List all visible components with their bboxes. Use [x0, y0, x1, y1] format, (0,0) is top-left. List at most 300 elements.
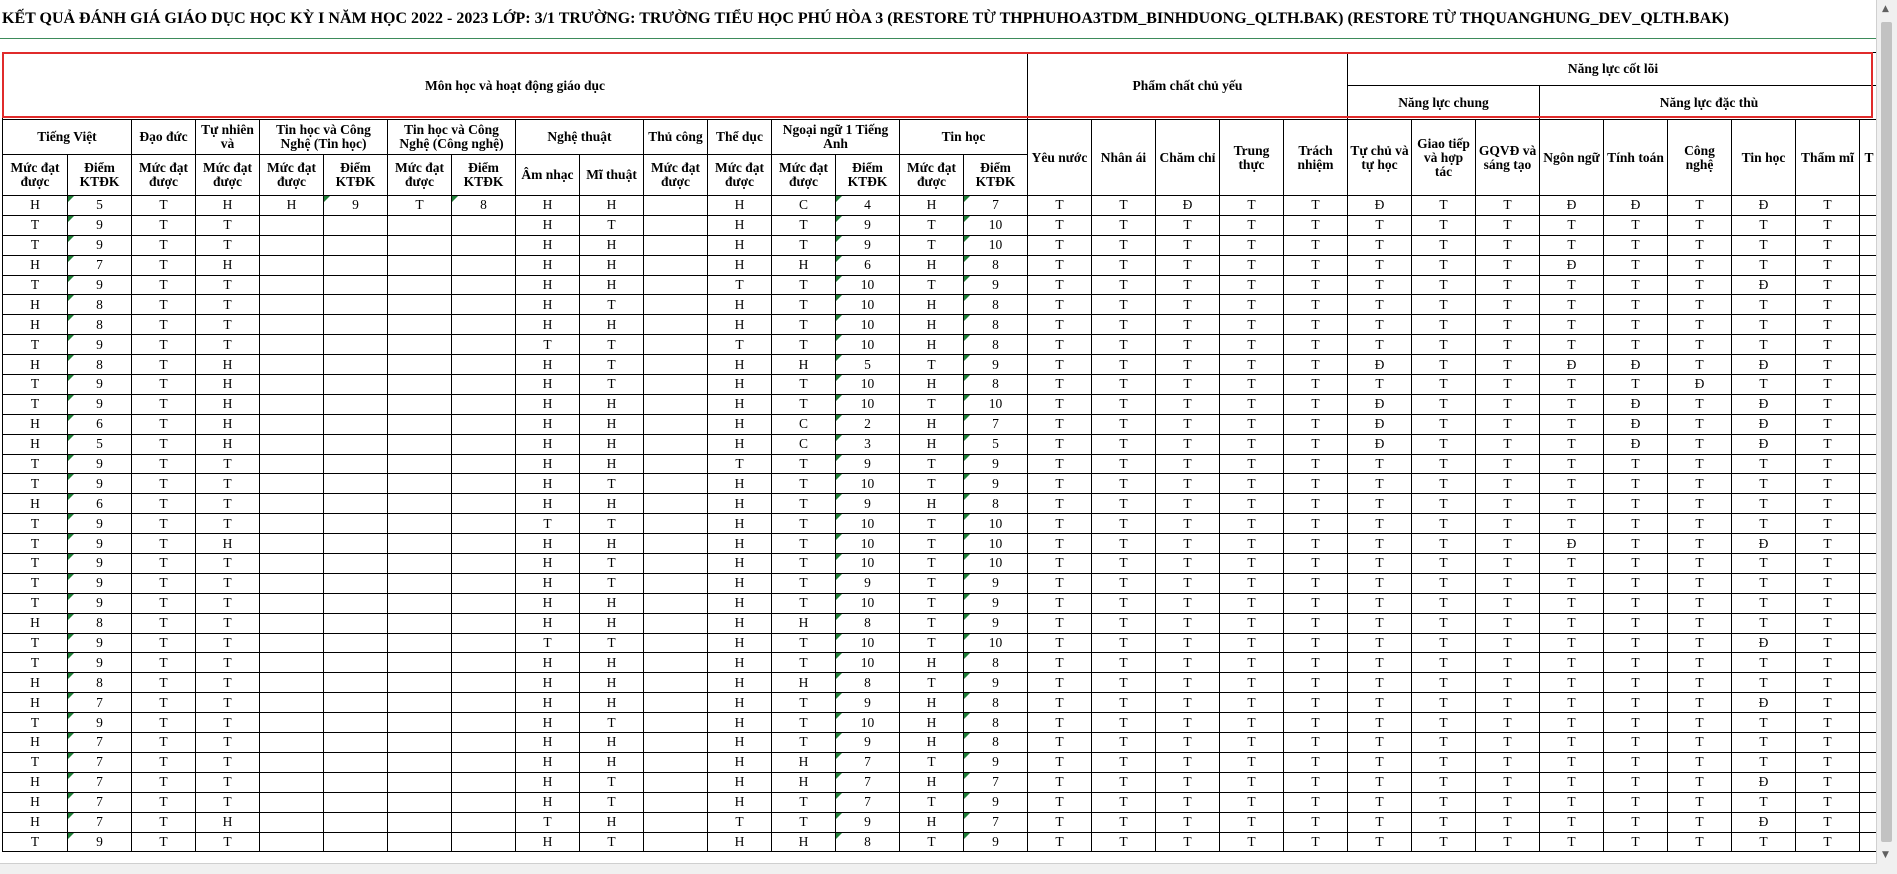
cell[interactable]: T — [1476, 812, 1540, 832]
cell[interactable] — [644, 196, 708, 216]
cell[interactable]: T — [1796, 752, 1860, 772]
cell[interactable]: T — [1028, 613, 1092, 633]
cell[interactable]: 9 — [836, 812, 900, 832]
cell[interactable]: H — [196, 434, 260, 454]
cell[interactable]: T — [1476, 414, 1540, 434]
cell[interactable]: T — [1348, 375, 1412, 395]
cell[interactable]: Đ — [1732, 355, 1796, 375]
cell[interactable]: T — [1092, 733, 1156, 753]
cell[interactable]: T — [1092, 593, 1156, 613]
cell[interactable]: H — [3, 673, 68, 693]
cell[interactable]: Đ — [1732, 772, 1796, 792]
cell[interactable] — [644, 394, 708, 414]
cell[interactable] — [644, 593, 708, 613]
cell[interactable]: T — [132, 653, 196, 673]
cell[interactable]: T — [1348, 792, 1412, 812]
cell[interactable]: T — [1156, 593, 1220, 613]
cell[interactable]: H — [708, 394, 772, 414]
cell[interactable]: T — [196, 673, 260, 693]
cell[interactable] — [452, 673, 516, 693]
cell[interactable]: T — [1796, 275, 1860, 295]
cell[interactable]: T — [1412, 832, 1476, 852]
cell[interactable]: T — [196, 474, 260, 494]
cell[interactable]: T — [1412, 752, 1476, 772]
cell[interactable]: T — [772, 713, 836, 733]
cell[interactable]: T — [1476, 215, 1540, 235]
cell[interactable] — [644, 355, 708, 375]
cell[interactable]: 10 — [836, 474, 900, 494]
cell[interactable]: T — [1796, 315, 1860, 335]
cell[interactable]: T — [1732, 335, 1796, 355]
cell[interactable]: T — [1796, 673, 1860, 693]
cell[interactable]: T — [1156, 335, 1220, 355]
cell[interactable]: T — [516, 633, 580, 653]
cell[interactable]: T — [3, 514, 68, 534]
cell[interactable]: T — [1796, 593, 1860, 613]
cell[interactable]: H — [3, 792, 68, 812]
cell[interactable]: T — [1220, 355, 1284, 375]
cell[interactable]: Đ — [1732, 812, 1796, 832]
cell[interactable]: H — [580, 653, 644, 673]
cell[interactable]: H — [516, 832, 580, 852]
cell[interactable]: T — [132, 812, 196, 832]
cell[interactable]: H — [900, 653, 964, 673]
cell[interactable]: T — [1412, 494, 1476, 514]
cell[interactable]: T — [1604, 693, 1668, 713]
cell[interactable]: 8 — [964, 653, 1028, 673]
cell[interactable] — [388, 832, 452, 852]
cell[interactable]: T — [132, 772, 196, 792]
cell[interactable] — [260, 733, 324, 753]
cell[interactable] — [452, 613, 516, 633]
cell[interactable]: T — [1476, 315, 1540, 335]
cell[interactable]: T — [1092, 454, 1156, 474]
cell[interactable]: 4 — [836, 196, 900, 216]
cell[interactable]: T — [1668, 255, 1732, 275]
cell[interactable]: T — [580, 772, 644, 792]
cell[interactable]: T — [1668, 752, 1732, 772]
cell[interactable]: T — [132, 832, 196, 852]
cell[interactable]: H — [772, 673, 836, 693]
cell[interactable]: 6 — [68, 414, 132, 434]
cell[interactable] — [644, 812, 708, 832]
cell[interactable] — [452, 772, 516, 792]
cell[interactable]: T — [1028, 812, 1092, 832]
cell[interactable]: T — [196, 554, 260, 574]
cell[interactable]: H — [516, 772, 580, 792]
cell[interactable]: T — [1668, 792, 1732, 812]
cell[interactable]: T — [1092, 295, 1156, 315]
cell[interactable]: T — [132, 196, 196, 216]
cell[interactable]: T — [1412, 534, 1476, 554]
cell[interactable] — [452, 215, 516, 235]
cell[interactable]: 9 — [836, 494, 900, 514]
cell[interactable]: T — [1348, 255, 1412, 275]
cell[interactable] — [452, 434, 516, 454]
cell[interactable]: T — [132, 752, 196, 772]
cell[interactable]: 8 — [964, 494, 1028, 514]
cell[interactable] — [260, 673, 324, 693]
cell[interactable] — [452, 355, 516, 375]
cell[interactable]: Đ — [1348, 434, 1412, 454]
cell[interactable] — [388, 613, 452, 633]
cell[interactable] — [324, 295, 388, 315]
cell[interactable]: 9 — [68, 215, 132, 235]
cell[interactable]: 10 — [964, 215, 1028, 235]
cell[interactable]: T — [1668, 355, 1732, 375]
cell[interactable]: T — [1476, 832, 1540, 852]
cell[interactable]: T — [1092, 375, 1156, 395]
cell[interactable]: T — [1412, 474, 1476, 494]
cell[interactable]: 8 — [836, 673, 900, 693]
cell[interactable]: T — [1220, 474, 1284, 494]
cell[interactable]: T — [1732, 215, 1796, 235]
cell[interactable]: H — [516, 653, 580, 673]
cell[interactable]: H — [708, 733, 772, 753]
cell[interactable]: T — [1476, 335, 1540, 355]
cell[interactable]: T — [1220, 693, 1284, 713]
cell[interactable]: H — [900, 375, 964, 395]
cell[interactable]: T — [708, 275, 772, 295]
cell[interactable]: T — [1156, 653, 1220, 673]
cell[interactable]: T — [1540, 335, 1604, 355]
cell[interactable]: H — [580, 534, 644, 554]
cell[interactable]: T — [1348, 673, 1412, 693]
cell[interactable]: T — [1220, 653, 1284, 673]
cell[interactable] — [452, 633, 516, 653]
cell[interactable]: T — [1412, 394, 1476, 414]
cell[interactable]: T — [132, 355, 196, 375]
cell[interactable]: T — [3, 832, 68, 852]
cell[interactable]: 9 — [964, 613, 1028, 633]
cell[interactable]: T — [1668, 235, 1732, 255]
cell[interactable]: 9 — [68, 633, 132, 653]
cell[interactable]: T — [1092, 275, 1156, 295]
cell[interactable]: T — [1412, 772, 1476, 792]
cell[interactable]: T — [900, 752, 964, 772]
cell[interactable]: 7 — [68, 812, 132, 832]
cell[interactable]: T — [132, 633, 196, 653]
cell[interactable]: T — [1284, 792, 1348, 812]
cell[interactable]: T — [772, 315, 836, 335]
cell[interactable]: T — [1476, 573, 1540, 593]
cell[interactable]: T — [1028, 355, 1092, 375]
cell[interactable]: T — [900, 454, 964, 474]
cell[interactable]: H — [516, 474, 580, 494]
cell[interactable] — [260, 454, 324, 474]
cell[interactable]: T — [1028, 633, 1092, 653]
cell[interactable]: T — [1284, 534, 1348, 554]
cell[interactable]: T — [196, 275, 260, 295]
cell[interactable] — [388, 573, 452, 593]
cell[interactable]: T — [1220, 255, 1284, 275]
cell[interactable]: T — [1412, 633, 1476, 653]
cell[interactable]: T — [1092, 713, 1156, 733]
cell[interactable]: T — [900, 554, 964, 574]
cell[interactable]: T — [1796, 733, 1860, 753]
cell[interactable]: T — [1668, 196, 1732, 216]
cell[interactable]: H — [196, 255, 260, 275]
cell[interactable]: T — [132, 613, 196, 633]
cell[interactable]: T — [1732, 653, 1796, 673]
cell[interactable]: T — [1348, 633, 1412, 653]
cell[interactable]: T — [1028, 593, 1092, 613]
cell[interactable]: T — [1156, 733, 1220, 753]
cell[interactable]: H — [516, 394, 580, 414]
cell[interactable] — [452, 554, 516, 574]
cell[interactable]: T — [1156, 355, 1220, 375]
cell[interactable]: T — [196, 792, 260, 812]
cell[interactable]: T — [900, 792, 964, 812]
cell[interactable]: 9 — [964, 474, 1028, 494]
cell[interactable]: T — [1540, 653, 1604, 673]
cell[interactable]: T — [1028, 335, 1092, 355]
cell[interactable]: T — [1796, 832, 1860, 852]
cell[interactable] — [388, 454, 452, 474]
cell[interactable] — [260, 355, 324, 375]
cell[interactable]: H — [3, 295, 68, 315]
cell[interactable]: T — [1284, 215, 1348, 235]
cell[interactable]: T — [1092, 772, 1156, 792]
cell[interactable]: T — [1092, 633, 1156, 653]
cell[interactable]: T — [516, 812, 580, 832]
cell[interactable]: 10 — [836, 375, 900, 395]
cell[interactable] — [260, 235, 324, 255]
cell[interactable] — [260, 534, 324, 554]
cell[interactable]: T — [196, 235, 260, 255]
cell[interactable]: H — [3, 414, 68, 434]
cell[interactable]: T — [1732, 832, 1796, 852]
cell[interactable]: T — [1412, 554, 1476, 574]
cell[interactable]: T — [196, 633, 260, 653]
cell[interactable]: T — [1668, 573, 1732, 593]
cell[interactable]: T — [1412, 812, 1476, 832]
cell[interactable]: T — [580, 633, 644, 653]
cell[interactable]: H — [900, 414, 964, 434]
cell[interactable]: 7 — [68, 733, 132, 753]
cell[interactable]: T — [1092, 315, 1156, 335]
cell[interactable] — [388, 295, 452, 315]
cell[interactable] — [452, 295, 516, 315]
cell[interactable]: T — [1028, 196, 1092, 216]
cell[interactable] — [388, 355, 452, 375]
cell[interactable]: T — [1156, 633, 1220, 653]
cell[interactable]: 8 — [836, 832, 900, 852]
cell[interactable]: T — [1092, 235, 1156, 255]
cell[interactable]: T — [132, 434, 196, 454]
cell[interactable]: H — [708, 434, 772, 454]
cell[interactable]: 7 — [964, 772, 1028, 792]
cell[interactable]: H — [516, 295, 580, 315]
cell[interactable]: T — [1604, 832, 1668, 852]
cell[interactable] — [452, 573, 516, 593]
cell[interactable]: H — [708, 613, 772, 633]
cell[interactable]: T — [1668, 593, 1732, 613]
cell[interactable]: T — [1284, 494, 1348, 514]
cell[interactable]: T — [1412, 733, 1476, 753]
cell[interactable]: T — [1092, 693, 1156, 713]
cell[interactable]: H — [580, 315, 644, 335]
cell[interactable]: T — [132, 673, 196, 693]
cell[interactable]: H — [516, 573, 580, 593]
cell[interactable]: T — [580, 713, 644, 733]
cell[interactable]: H — [772, 255, 836, 275]
cell[interactable]: T — [1796, 792, 1860, 812]
cell[interactable]: T — [1284, 673, 1348, 693]
cell[interactable]: H — [196, 375, 260, 395]
cell[interactable]: T — [1220, 434, 1284, 454]
cell[interactable]: T — [1348, 494, 1412, 514]
cell[interactable]: 9 — [836, 235, 900, 255]
cell[interactable]: T — [1668, 295, 1732, 315]
cell[interactable] — [324, 355, 388, 375]
cell[interactable]: T — [1540, 215, 1604, 235]
cell[interactable]: T — [1476, 295, 1540, 315]
cell[interactable]: T — [1604, 454, 1668, 474]
cell[interactable]: T — [1348, 454, 1412, 474]
cell[interactable] — [388, 275, 452, 295]
cell[interactable]: T — [1028, 554, 1092, 574]
cell[interactable]: 3 — [836, 434, 900, 454]
cell[interactable]: H — [580, 275, 644, 295]
cell[interactable]: T — [132, 315, 196, 335]
cell[interactable]: T — [1220, 554, 1284, 574]
scroll-up-icon[interactable]: ▲ — [1882, 4, 1889, 14]
scroll-down-icon[interactable]: ▼ — [1882, 850, 1889, 860]
cell[interactable]: H — [516, 613, 580, 633]
cell[interactable]: T — [516, 514, 580, 534]
cell[interactable]: T — [1796, 713, 1860, 733]
cell[interactable]: Đ — [1732, 633, 1796, 653]
cell[interactable]: T — [1412, 215, 1476, 235]
cell[interactable]: T — [3, 752, 68, 772]
cell[interactable] — [644, 713, 708, 733]
cell[interactable]: 8 — [964, 375, 1028, 395]
cell[interactable] — [260, 772, 324, 792]
cell[interactable]: T — [900, 832, 964, 852]
cell[interactable] — [388, 514, 452, 534]
cell[interactable]: H — [900, 335, 964, 355]
cell[interactable] — [644, 454, 708, 474]
cell[interactable] — [260, 752, 324, 772]
cell[interactable]: T — [1156, 494, 1220, 514]
cell[interactable]: T — [1284, 196, 1348, 216]
cell[interactable]: T — [580, 832, 644, 852]
cell[interactable]: H — [580, 235, 644, 255]
cell[interactable]: T — [1156, 255, 1220, 275]
cell[interactable]: H — [516, 315, 580, 335]
cell[interactable]: T — [900, 355, 964, 375]
cell[interactable]: H — [516, 375, 580, 395]
cell[interactable] — [452, 832, 516, 852]
cell[interactable]: T — [3, 653, 68, 673]
cell[interactable]: T — [1540, 812, 1604, 832]
cell[interactable]: T — [1092, 215, 1156, 235]
cell[interactable]: T — [1796, 812, 1860, 832]
cell[interactable]: H — [900, 494, 964, 514]
cell[interactable] — [260, 275, 324, 295]
cell[interactable]: T — [3, 474, 68, 494]
cell[interactable]: T — [1732, 733, 1796, 753]
cell[interactable]: T — [580, 573, 644, 593]
cell[interactable]: T — [1348, 733, 1412, 753]
cell[interactable]: T — [900, 394, 964, 414]
cell[interactable] — [324, 235, 388, 255]
cell[interactable] — [388, 673, 452, 693]
cell[interactable]: T — [1476, 394, 1540, 414]
cell[interactable]: T — [132, 275, 196, 295]
cell[interactable]: T — [1476, 494, 1540, 514]
cell[interactable]: 7 — [964, 414, 1028, 434]
cell[interactable]: Đ — [1540, 196, 1604, 216]
cell[interactable]: T — [1028, 275, 1092, 295]
cell[interactable] — [324, 335, 388, 355]
cell[interactable]: 10 — [836, 514, 900, 534]
cell[interactable] — [260, 494, 324, 514]
cell[interactable] — [644, 772, 708, 792]
cell[interactable]: T — [1092, 653, 1156, 673]
cell[interactable]: T — [1540, 693, 1604, 713]
cell[interactable]: 9 — [68, 335, 132, 355]
cell[interactable]: T — [772, 733, 836, 753]
cell[interactable]: T — [1476, 772, 1540, 792]
cell[interactable]: H — [3, 733, 68, 753]
cell[interactable]: T — [1540, 593, 1604, 613]
cell[interactable] — [324, 375, 388, 395]
cell[interactable]: T — [772, 534, 836, 554]
cell[interactable]: H — [900, 255, 964, 275]
cell[interactable]: T — [1668, 613, 1732, 633]
cell[interactable]: T — [132, 255, 196, 275]
cell[interactable]: T — [1284, 454, 1348, 474]
cell[interactable]: T — [1540, 235, 1604, 255]
cell[interactable]: T — [1668, 733, 1732, 753]
cell[interactable]: T — [1220, 275, 1284, 295]
cell[interactable]: H — [516, 494, 580, 514]
cell[interactable] — [644, 335, 708, 355]
cell[interactable]: 8 — [68, 295, 132, 315]
cell[interactable]: T — [1284, 355, 1348, 375]
cell[interactable] — [324, 434, 388, 454]
cell[interactable]: 9 — [68, 454, 132, 474]
cell[interactable]: T — [1604, 554, 1668, 574]
cell[interactable] — [388, 653, 452, 673]
cell[interactable]: T — [1604, 812, 1668, 832]
cell[interactable]: T — [196, 315, 260, 335]
cell[interactable]: H — [3, 315, 68, 335]
cell[interactable] — [452, 752, 516, 772]
cell[interactable]: T — [1348, 713, 1412, 733]
cell[interactable]: T — [1604, 613, 1668, 633]
cell[interactable]: 10 — [836, 295, 900, 315]
cell[interactable]: T — [900, 613, 964, 633]
cell[interactable]: 9 — [68, 713, 132, 733]
cell[interactable]: T — [1668, 434, 1732, 454]
cell[interactable] — [388, 315, 452, 335]
cell[interactable]: T — [1092, 832, 1156, 852]
cell[interactable] — [644, 832, 708, 852]
cell[interactable]: 9 — [324, 196, 388, 216]
cell[interactable]: H — [900, 196, 964, 216]
cell[interactable]: T — [1348, 474, 1412, 494]
cell[interactable]: H — [196, 355, 260, 375]
cell[interactable]: C — [772, 414, 836, 434]
cell[interactable]: T — [1028, 693, 1092, 713]
cell[interactable]: T — [772, 693, 836, 713]
cell[interactable] — [260, 693, 324, 713]
cell[interactable]: T — [1220, 613, 1284, 633]
cell[interactable]: T — [1796, 375, 1860, 395]
